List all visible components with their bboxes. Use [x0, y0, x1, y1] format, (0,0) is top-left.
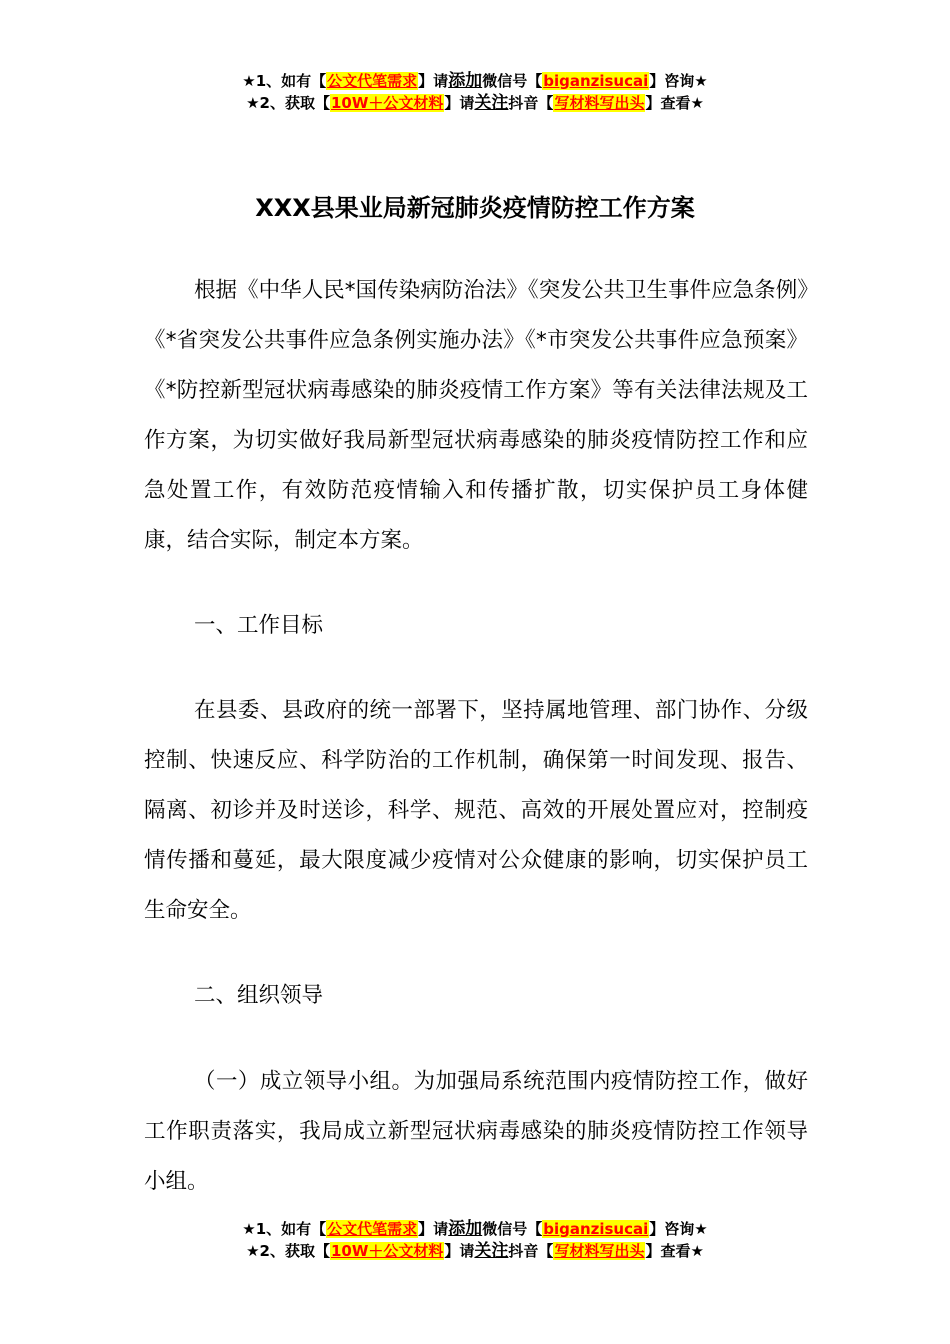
footer-promo-line-1: ★1、如有【公文代笔需求】请添加微信号【biganzisucai】咨询★ [242, 1219, 708, 1239]
footer-promo-line-2: ★2、获取【10W＋公文材料】请关注抖音【写材料写出头】查看★ [246, 1241, 704, 1261]
work-goals-paragraph: 在县委、县政府的统一部署下，坚持属地管理、部门协作、分级控制、快速反应、科学防治的工作机制，确保第一时间发现、报告、隔离、初诊并及时送诊，科学、规范、高效的开展处置应对，控制疫情传播和蔓延，最大限度减少疫情对公众健康的影响，切实保护员工生命安全。 [144, 698, 808, 923]
header-promo-banner [0, 70, 950, 114]
section-heading-work-goals: 一、工作目标 [194, 613, 324, 638]
promo-highlight: 公文代笔需求 [327, 1220, 418, 1238]
promo-wechat-id: biganzisucai [543, 72, 649, 90]
header-promo-line-1: ★1、如有【公文代笔需求】请添加微信号【biganzisucai】咨询★ [242, 71, 708, 91]
promo-highlight: 公文代笔需求 [327, 72, 418, 90]
footer-promo-banner [0, 1218, 950, 1262]
promo-highlight: 10W＋公文材料 [330, 1242, 444, 1260]
header-promo-line-2: ★2、获取【10W＋公文材料】请关注抖音【写材料写出头】查看★ [246, 93, 704, 113]
organization-paragraph: （一）成立领导小组。为加强局系统范围内疫情防控工作，做好工作职责落实，我局成立新型冠状病毒感染的肺炎疫情防控工作领导小组。 [144, 1069, 808, 1194]
promo-douyin-id: 写材料写出头 [554, 1242, 645, 1260]
section-heading-organization: 二、组织领导 [194, 983, 324, 1008]
promo-wechat-id: biganzisucai [543, 1220, 649, 1238]
document-title: XXX县果业局新冠肺炎疫情防控工作方案 [255, 194, 695, 222]
promo-highlight: 10W＋公文材料 [330, 94, 444, 112]
promo-douyin-id: 写材料写出头 [554, 94, 645, 112]
intro-paragraph: 根据《中华人民*国传染病防治法》《突发公共卫生事件应急条例》《*省突发公共事件应急条例实施办法》《*市突发公共事件应急预案》《*防控新型冠状病毒感染的肺炎疫情工作方案》等有关法律法规及工作方案，为切实做好我局新型冠状病毒感染的肺炎疫情防控工作和应急处置工作，有效防范疫情输入和传播扩散，切实保护员工身体健康，结合实际，制定本方案。 [144, 278, 808, 553]
